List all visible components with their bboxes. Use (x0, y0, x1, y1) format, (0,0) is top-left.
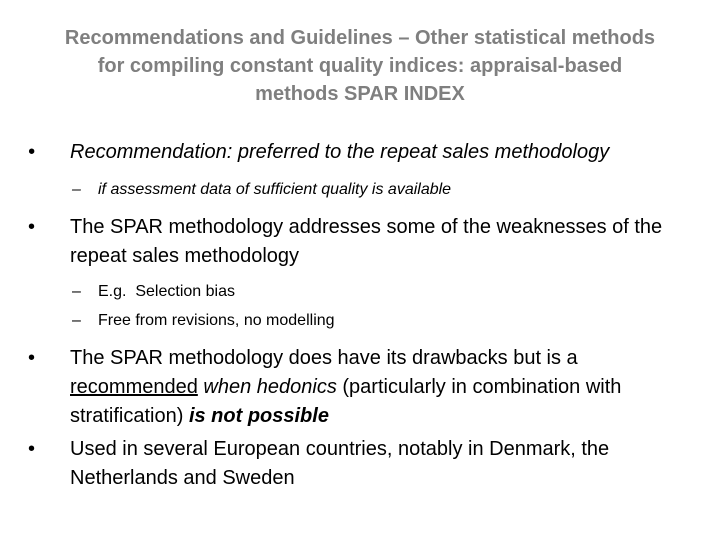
bullet-item-recommendation (28, 138, 696, 167)
recommended-text: recommended (70, 376, 198, 398)
sub-item (28, 310, 696, 332)
not-possible-text: is not possible (188, 405, 329, 427)
dash-marker: – (72, 283, 81, 300)
bullet-item-weaknesses (28, 213, 696, 271)
bullet-text: The SPAR methodology addresses some of the weaknesses of the repeat sales methodology (70, 216, 663, 267)
dash-marker: – (72, 312, 81, 329)
bullet-item-countries (28, 435, 696, 493)
bullet-marker: • (28, 141, 36, 163)
hedonics-text: when hedonics (203, 376, 337, 398)
bullet-marker: • (28, 216, 36, 238)
sub-item-text: if assessment data of sufficient quality is available (98, 181, 452, 198)
bullet-text-part: The SPAR methodology does have its drawbacks but is a (70, 347, 578, 369)
bullet-marker: • (28, 438, 36, 460)
bullet-list (28, 138, 696, 493)
title-line: Recommendations and Guidelines – Other statistical methods (64, 27, 656, 49)
dash-marker: – (72, 181, 81, 198)
bullet-item-drawbacks (28, 344, 696, 431)
sub-item (28, 281, 696, 303)
sub-item-text: Free from revisions, no modelling (98, 312, 335, 329)
bullet-marker: • (28, 347, 36, 369)
bullet-text: Recommendation: preferred to the repeat sales methodology (70, 141, 610, 163)
sub-item-text: E.g. Selection bias (98, 283, 235, 300)
title-line: methods SPAR INDEX (255, 83, 465, 105)
bullet-text-part: (particularly in combination with stratification) (70, 376, 622, 427)
slide-title (40, 24, 680, 108)
bullet-text: Used in several European countries, notably in Denmark, the Netherlands and Sweden (70, 438, 610, 489)
title-line: for compiling constant quality indices: appraisal-based (97, 55, 623, 77)
sub-item (28, 179, 696, 201)
